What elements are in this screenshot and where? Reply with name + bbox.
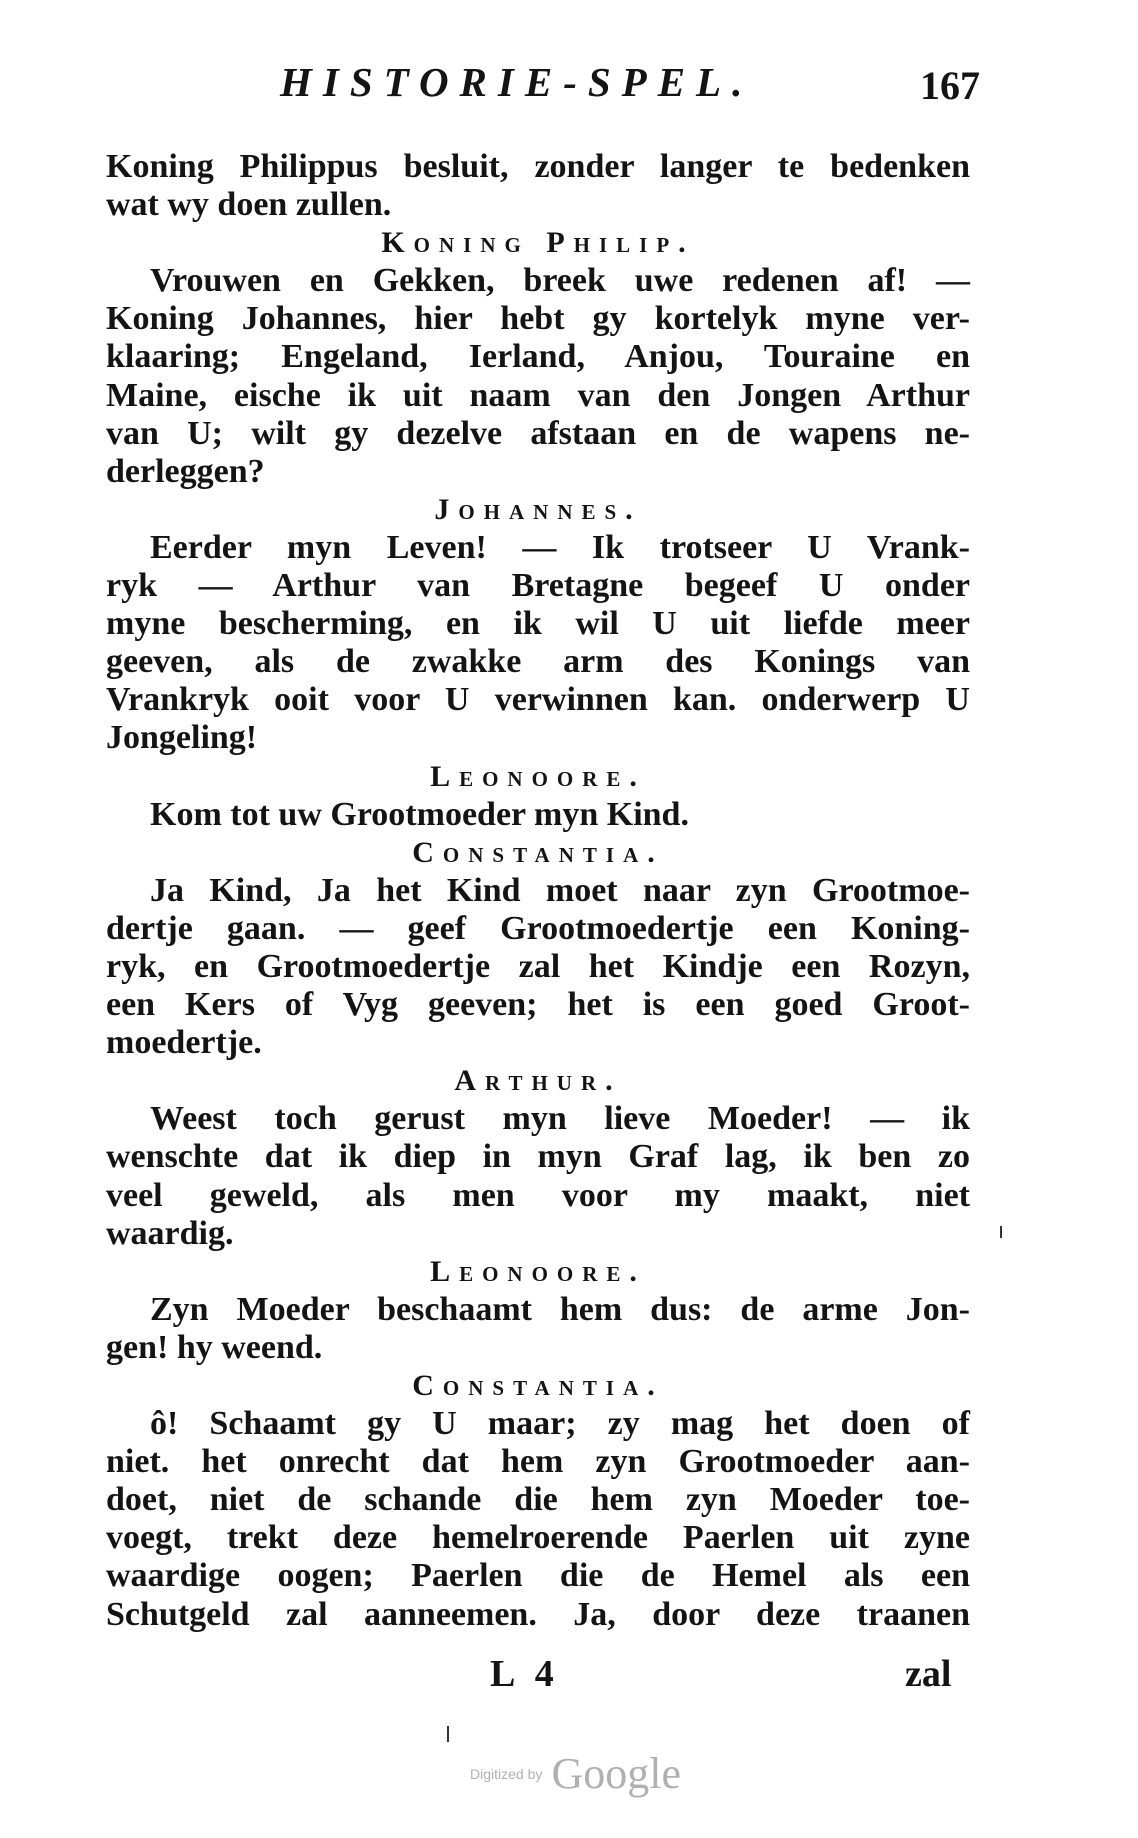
digitized-watermark <box>470 1748 681 1799</box>
text-line: waardige oogen; Paerlen die de Hemel als een <box>106 1557 970 1595</box>
text-line: wenschte dat ik diep in myn Graf lag, ik ben zo <box>106 1138 970 1176</box>
text-line: Kom tot uw Grootmoeder myn Kind. <box>150 795 689 833</box>
text-line: geeven, als de zwakke arm des Konings van <box>106 643 970 681</box>
text-line: een Kers of Vyg geeven; het is een goed Groot- <box>106 986 970 1024</box>
speaker-name: Leonoore. <box>430 1254 646 1288</box>
watermark-prefix: Digitized by <box>470 1765 543 1782</box>
running-title: HISTORIE-SPEL. <box>280 59 754 105</box>
text-line: van U; wilt gy dezelve afstaan en de wapens ne- <box>106 414 970 452</box>
text-line: moedertje. <box>106 1024 262 1062</box>
speaker-name: Constantia. <box>412 1369 664 1402</box>
text-line: Eerder myn Leven! — Ik trotseer U Vrank- <box>150 528 970 566</box>
catchword: zal <box>905 1653 952 1695</box>
text-line: Koning Philippus besluit, zonder langer te bedenken <box>106 148 970 185</box>
google-logo: Google <box>551 1749 681 1798</box>
text-line: Vrankryk ooit voor U verwinnen kan. onderwerp U <box>106 681 970 719</box>
text-line: ô! Schaamt gy U maar; zy mag het doen of <box>150 1405 970 1443</box>
page-footer <box>0 1652 1138 1712</box>
speaker-name: Constantia. <box>412 835 664 869</box>
text-line: Schutgeld zal aanneemen. Ja, door deze traanen <box>106 1595 970 1633</box>
speaker-name: Arthur. <box>454 1064 622 1098</box>
text-line: myne bescherming, en ik wil U uit liefde meer <box>106 605 970 643</box>
text-line: doet, niet de schande die hem zyn Moeder toe- <box>106 1481 970 1519</box>
body-text <box>106 148 970 1634</box>
page-header <box>0 58 1138 118</box>
text-line: klaaring; Engeland, Ierland, Anjou, Touraine en <box>106 338 970 376</box>
text-line: derleggen? <box>106 452 265 490</box>
ink-speck <box>447 1726 449 1742</box>
text-line: voegt, trekt deze hemelroerende Paerlen uit zyne <box>106 1519 970 1557</box>
speaker-name: Koning Philip. <box>381 226 695 260</box>
text-line: Jongeling! <box>106 719 258 757</box>
speaker-name: Johannes. <box>434 492 642 526</box>
text-line: dertje gaan. — geef Grootmoedertje een Koning- <box>106 909 970 947</box>
text-line: Zyn Moeder beschaamt hem dus: de arme Jon- <box>150 1290 970 1328</box>
text-line: gen! hy weend. <box>106 1328 323 1366</box>
ink-speck <box>1000 1226 1002 1238</box>
text-line: waardig. <box>106 1214 234 1252</box>
text-line: Ja Kind, Ja het Kind moet naar zyn Grootmoe- <box>150 871 970 909</box>
page-number: 167 <box>920 63 980 108</box>
text-line: Maine, eische ik uit naam van den Jongen Arthur <box>106 376 970 414</box>
signature-mark: L 4 <box>490 1653 560 1695</box>
text-line: Vrouwen en Gekken, breek uwe redenen af! — <box>150 262 970 300</box>
text-line: Koning Johannes, hier hebt gy kortelyk myne ver- <box>106 300 970 338</box>
text-line: ryk, en Grootmoedertje zal het Kindje een Rozyn, <box>106 947 970 985</box>
speaker-name: Leonoore. <box>430 759 646 793</box>
text-line: ryk — Arthur van Bretagne begeef U onder <box>106 567 970 605</box>
text-line: wat wy doen zullen. <box>106 186 392 224</box>
text-line: veel geweld, als men voor my maakt, niet <box>106 1176 970 1214</box>
text-line: niet. het onrecht dat hem zyn Grootmoeder aan- <box>106 1443 970 1481</box>
text-line: Weest toch gerust myn lieve Moeder! — ik <box>150 1100 970 1138</box>
